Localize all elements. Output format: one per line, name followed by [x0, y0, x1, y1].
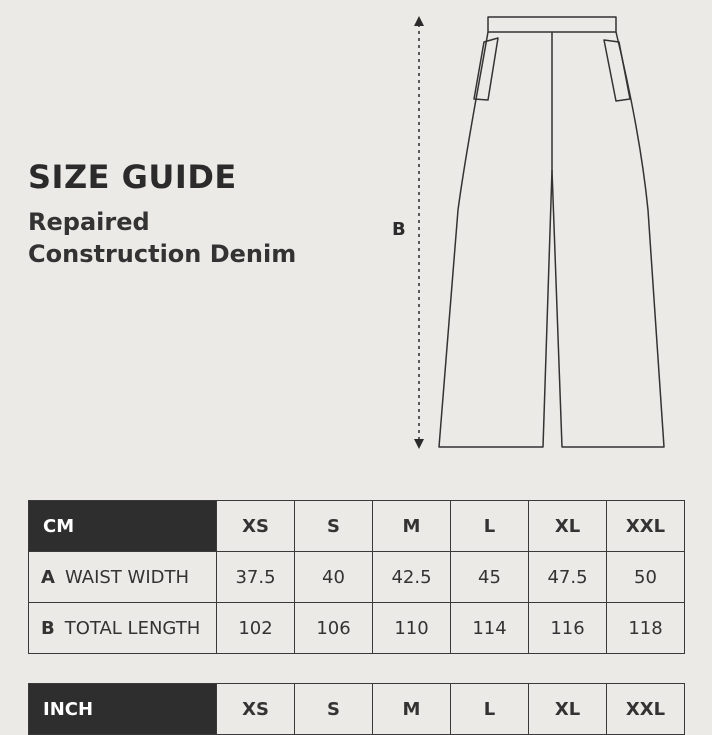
- table-cell: 106: [295, 603, 373, 654]
- table-cell: 102: [217, 603, 295, 654]
- size-table-inch: [28, 683, 685, 735]
- table-cell: 47.5: [529, 552, 607, 603]
- table-row: [29, 552, 685, 603]
- table-cell: 118: [607, 603, 685, 654]
- table-cell: 40: [295, 552, 373, 603]
- size-header-l: L: [451, 684, 529, 735]
- size-header-xs: XS: [217, 501, 295, 552]
- table-row: [29, 603, 685, 654]
- length-measure-line: [414, 16, 424, 449]
- size-header-m: M: [373, 501, 451, 552]
- table-cell: 45: [451, 552, 529, 603]
- size-header-s: S: [295, 501, 373, 552]
- unit-header: INCH: [29, 684, 217, 735]
- table-cell: 114: [451, 603, 529, 654]
- size-table-cm: [28, 500, 685, 654]
- table-cell: 50: [607, 552, 685, 603]
- size-header-l: L: [451, 501, 529, 552]
- size-header-xs: XS: [217, 684, 295, 735]
- table-cell: 42.5: [373, 552, 451, 603]
- pants-outline: [439, 17, 664, 447]
- size-header-s: S: [295, 684, 373, 735]
- size-header-xxl: XXL: [607, 684, 685, 735]
- table-cell: 37.5: [217, 552, 295, 603]
- left-leg: [439, 32, 552, 447]
- table-cell: 116: [529, 603, 607, 654]
- row-label: [29, 552, 217, 603]
- table-cell: 110: [373, 603, 451, 654]
- product-name-line-2: Construction Denim: [28, 240, 297, 268]
- right-leg: [552, 32, 664, 447]
- length-dimension-label: B: [392, 219, 406, 240]
- page-title: SIZE GUIDE: [28, 158, 237, 196]
- row-key: A: [41, 566, 55, 588]
- size-header-xl: XL: [529, 501, 607, 552]
- size-header-xxl: XXL: [607, 501, 685, 552]
- row-key: B: [41, 617, 55, 639]
- unit-header: CM: [29, 501, 217, 552]
- product-name-line-1: Repaired: [28, 208, 150, 236]
- table-header-row: [29, 501, 685, 552]
- size-header-m: M: [373, 684, 451, 735]
- right-pocket: [604, 40, 630, 101]
- row-label-text: WAIST WIDTH: [64, 566, 190, 588]
- row-label: [29, 603, 217, 654]
- table-header-row: [29, 684, 685, 735]
- size-header-xl: XL: [529, 684, 607, 735]
- row-label-text: TOTAL LENGTH: [64, 617, 201, 639]
- waistband: [488, 17, 616, 32]
